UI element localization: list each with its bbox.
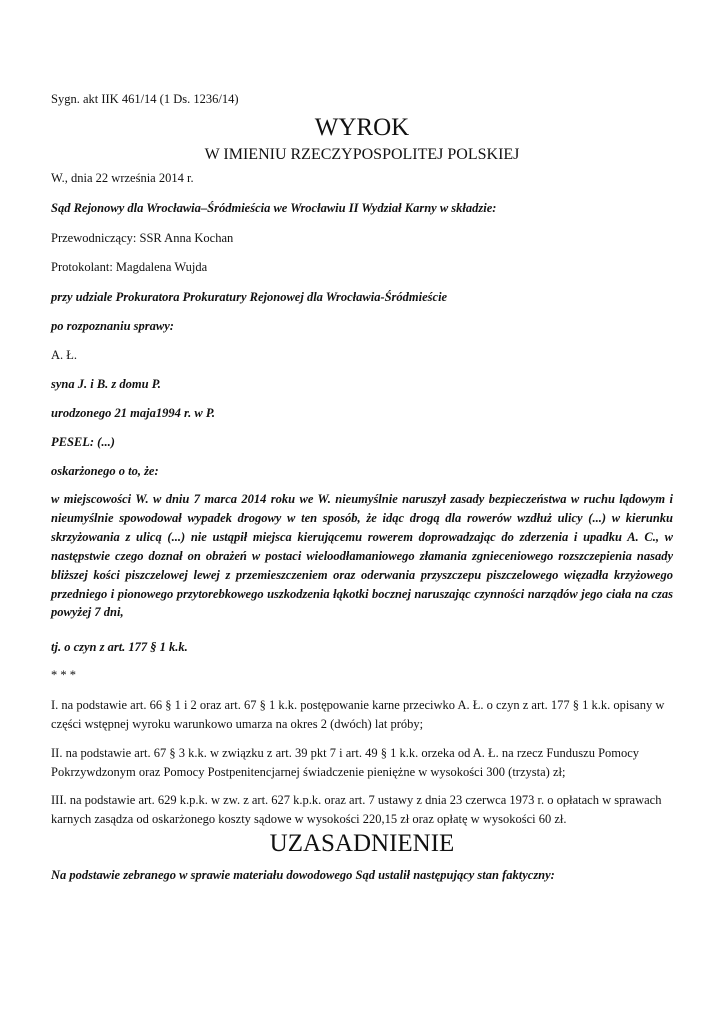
- date-line: W., dnia 22 września 2014 r.: [51, 171, 194, 185]
- legal-qualification: tj. o czyn z art. 177 § 1 k.k.: [51, 640, 188, 654]
- presiding-judge: Przewodniczący: SSR Anna Kochan: [51, 231, 234, 245]
- court-composition: Sąd Rejonowy dla Wrocławia–Śródmieścia we Wrocławiu II Wydział Karny w składzie:: [51, 201, 497, 215]
- case-signature: Sygn. akt IIK 461/14 (1 Ds. 1236/14): [51, 92, 239, 106]
- charge-description: w miejscowości W. w dniu 7 marca 2014 roku we W. nieumyślnie naruszył zasady bezpieczeństwa w ruchu lądowym i nieumyślnie spowodował wypadek drogowy w ten sposób, że idąc drogą dla rowerów wzdłuż ulicy (...) w kierunku skrzyżowania z ulicą (...) nie ustąpił miejsca kierującemu rowerem doprowadzając do zderzenia i upadku A. C., w następstwie czego doznał on obrażeń w postaci wieloodłamaniowego złamania zgnieceniowego rozszczepienia nasady bliższej kości piszczelowej lewej z przemieszczeniem oraz oderwania przyszczepu piszczelowego więzadła krzyżowego przedniego i pionowego przytorebkowego uszkodzenia łąkotki bocznej naruszając czynności narządów jego ciała na czas powyżej 7 dni,: [51, 492, 673, 620]
- justification-heading: UZASADNIENIE: [269, 830, 455, 857]
- case-intro: po rozpoznaniu sprawy:: [51, 319, 174, 333]
- defendant-birth: urodzonego 21 maja1994 r. w P.: [51, 406, 216, 420]
- defendant-pesel: PESEL: (...): [51, 435, 115, 449]
- prosecutor-line: przy udziale Prokuratora Prokuratury Rejonowej dla Wrocławia-Śródmieście: [51, 290, 448, 304]
- accusation-intro: oskarżonego o to, że:: [51, 464, 159, 478]
- verdict-point: III. na podstawie art. 629 k.p.k. w zw. z art. 627 k.p.k. oraz art. 7 ustawy z dnia 23 czerwca 1973 r. o opłatach w sprawach karnych zasądza od oskarżonego koszty sądowe w wysokości 220,15 zł oraz opłatę w wysokości 60 zł.: [51, 793, 662, 826]
- verdict-point: I. na podstawie art. 66 § 1 i 2 oraz art. 67 § 1 k.k. postępowanie karne przeciwko A. Ł. o czyn z art. 177 § 1 k.k. opisany w części wstępnej wyroku warunkowo umarza na okres 2 (dwóch) lat próby;: [51, 698, 665, 731]
- section-separator: * * *: [51, 668, 76, 682]
- defendant-name: A. Ł.: [51, 348, 78, 362]
- justification-intro: Na podstawie zebranego w sprawie materiału dowodowego Sąd ustalił następujący stan faktyczny:: [51, 868, 555, 882]
- document-title: WYROK: [314, 114, 410, 141]
- defendant-parents: syna J. i B. z domu P.: [51, 377, 161, 391]
- court-clerk: Protokolant: Magdalena Wujda: [51, 260, 208, 274]
- document-subtitle: W IMIENIU RZECZYPOSPOLITEJ POLSKIEJ: [204, 146, 520, 163]
- verdict-point: II. na podstawie art. 67 § 3 k.k. w związku z art. 39 pkt 7 i art. 49 § 1 k.k. orzeka od A. Ł. na rzecz Funduszu Pomocy Pokrzywdzonym oraz Pomocy Postpenitencjarnej świadczenie pieniężne w wysokości 300 (trzysta) zł;: [51, 746, 640, 779]
